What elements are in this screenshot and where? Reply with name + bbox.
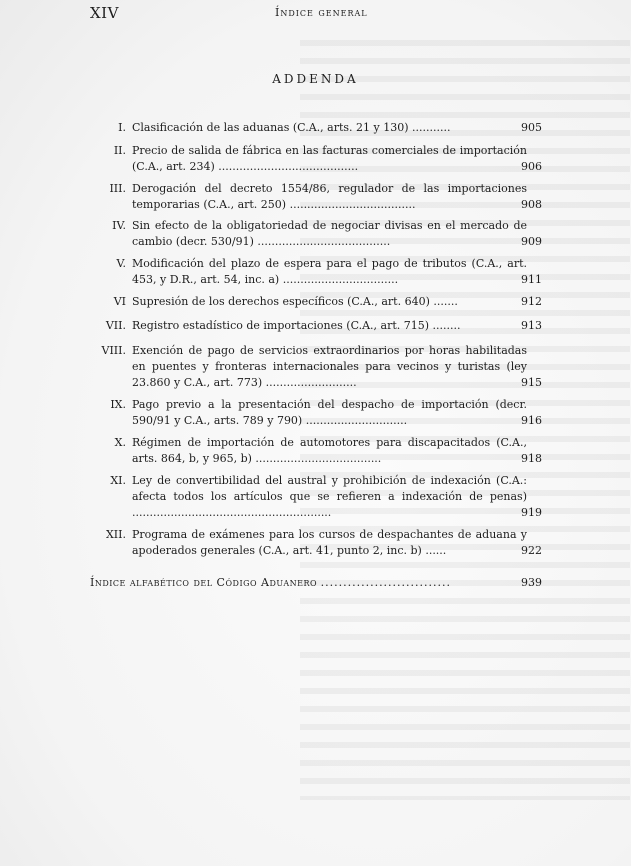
entry-text: Modificación del plazo de espera para el pago de tributos (C.A., art. 453, y D.R., art. 54, inc. a) ................................. — [132, 257, 527, 286]
toc-entry — [90, 397, 542, 429]
toc-entry — [90, 120, 542, 136]
toc-entry — [90, 473, 542, 521]
entry-number: IV. — [112, 219, 126, 232]
entry-text: Supresión de los derechos específicos (C.A., art. 640) ....... — [132, 295, 458, 308]
entry-text: Régimen de importación de automotores para discapacitados (C.A., arts. 864, b, y 965, b) .................................... — [132, 436, 527, 465]
entry-page: 909 — [521, 235, 542, 248]
entry-page: 915 — [521, 376, 542, 389]
index-page: 939 — [521, 576, 542, 589]
entry-text: Sin efecto de la obligatoriedad de negociar divisas en el mercado de cambio (decr. 530/91) ...................................... — [132, 219, 527, 248]
entry-page: 913 — [521, 319, 542, 332]
entry-number: V. — [116, 257, 126, 270]
entry-number: IX. — [110, 398, 126, 411]
toc-entry — [90, 256, 542, 288]
entry-page: 918 — [521, 452, 542, 465]
entry-number: VI — [113, 295, 126, 308]
index-label: Índice alfabético del Código Aduanero — [90, 576, 318, 589]
toc-entry — [90, 343, 542, 391]
entry-text: Ley de convertibilidad del austral y prohibición de indexación (C.A.: afecta todos los artículos que se refieren a indexación de penas) ......................................................... — [132, 474, 527, 519]
entry-number: II. — [113, 144, 126, 157]
toc-entry — [90, 435, 542, 467]
entry-text: Pago previo a la presentación del despacho de importación (decr. 590/91 y C.A., arts. 789 y 790) ............................. — [132, 398, 527, 427]
toc-entry — [90, 181, 542, 213]
entry-number: X. — [114, 436, 126, 449]
entry-page: 911 — [521, 273, 542, 286]
entry-number: VII. — [105, 319, 126, 332]
entry-number: XII. — [105, 528, 126, 541]
entry-number: VIII. — [101, 344, 126, 357]
entry-text: Derogación del decreto 1554/86, regulador de las importaciones temporarias (C.A., art. 250) .................................... — [132, 182, 527, 211]
toc-entry — [90, 218, 542, 250]
entry-page: 922 — [521, 544, 542, 557]
entry-text: Precio de salida de fábrica en las facturas comerciales de importación (C.A., art. 234) ........................................ — [132, 144, 527, 173]
entry-page: 912 — [521, 295, 542, 308]
entry-page: 916 — [521, 414, 542, 427]
entry-number: III. — [109, 182, 126, 195]
page-number: XIV — [90, 4, 119, 22]
entry-page: 906 — [521, 160, 542, 173]
alphabetical-index-entry — [90, 575, 542, 591]
entry-page: 908 — [521, 198, 542, 211]
entry-page: 919 — [521, 506, 542, 519]
section-title: ADDENDA — [272, 72, 359, 86]
entry-number: XI. — [110, 474, 126, 487]
entry-page: 905 — [521, 121, 542, 134]
entry-text: Clasificación de las aduanas (C.A., arts. 21 y 130) ........... — [132, 121, 451, 134]
entry-text: Exención de pago de servicios extraordinarios por horas habilitadas en puentes y fronteras internacionales para vecinos y turistas (ley 23.860 y C.A., art. 773) .......................... — [132, 344, 527, 389]
entry-number: I. — [118, 121, 126, 134]
entry-text: Registro estadístico de importaciones (C.A., art. 715) ........ — [132, 319, 461, 332]
toc-entry — [90, 294, 542, 310]
running-head: Índice general — [275, 6, 368, 19]
toc-entry — [90, 143, 542, 175]
index-leader-dots: ............................. — [320, 576, 452, 589]
toc-entry — [90, 318, 542, 334]
entry-text: Programa de exámenes para los cursos de despachantes de aduana y apoderados generales (C.A., art. 41, punto 2, inc. b) ...... — [132, 528, 527, 557]
toc-entry — [90, 527, 542, 559]
